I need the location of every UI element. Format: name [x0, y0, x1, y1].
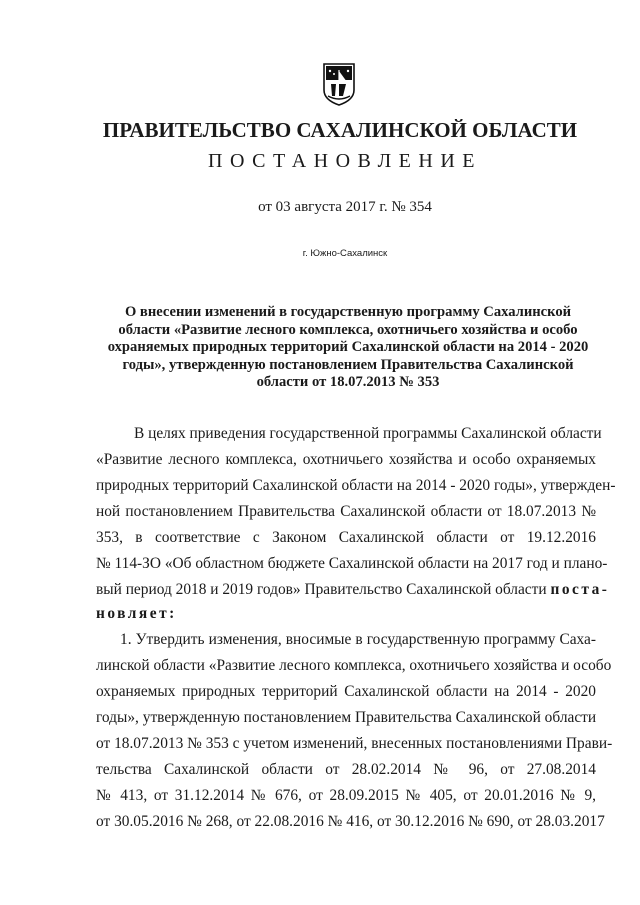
- heading-line: О внесении изменений в государственную программу Сахалинской: [124, 304, 572, 320]
- body-line: годы», утвержденную постановлением Правительства Сахалинской области: [96, 709, 597, 726]
- resolves-word-part1: поста-: [550, 581, 610, 598]
- body-line: линской области «Развитие лесного комплекса, охотничьего хозяйства и особо: [96, 657, 612, 674]
- resolves-word-part2: новляет:: [96, 605, 177, 622]
- government-title: ПРАВИТЕЛЬСТВО САХАЛИНСКОЙ ОБЛАСТИ: [102, 118, 578, 142]
- coat-of-arms-icon: [322, 62, 356, 106]
- body-line-resolves: [96, 580, 610, 600]
- document-heading: [100, 304, 596, 392]
- body-line: тельства Сахалинской области от 28.02.2014 № 96, от 27.08.2014: [96, 761, 596, 778]
- body-line: № 114-ЗО «Об областном бюджете Сахалинской области на 2017 год и плано-: [96, 555, 608, 572]
- body-line: природных территорий Сахалинской области на 2014 - 2020 годы», утвержден-: [96, 477, 616, 494]
- body-line: № 413, от 31.12.2014 № 676, от 28.09.2015 № 405, от 20.01.2016 № 9,: [96, 787, 596, 804]
- body-line: ной постановлением Правительства Сахалинской области от 18.07.2013 №: [96, 503, 596, 520]
- body-line: «Развитие лесного комплекса, охотничьего хозяйства и особо охраняемых: [96, 451, 596, 468]
- heading-line: области «Развитие лесного комплекса, охотничьего хозяйства и особо: [118, 321, 578, 338]
- body-line: от 30.05.2016 № 268, от 22.08.2016 № 416, от 30.12.2016 № 690, от 28.03.2017: [96, 813, 605, 830]
- document-date-number: от 03 августа 2017 г. № 354: [258, 199, 432, 215]
- heading-line: охраняемых природных территорий Сахалинской области на 2014 - 2020: [107, 339, 589, 355]
- body-line: 1. Утвердить изменения, вносимые в государственную программу Саха-: [120, 631, 596, 648]
- body-line: 353, в соответствие с Законом Сахалинской области от 19.12.2016: [96, 529, 596, 546]
- body-line-text: вый период 2018 и 2019 годов» Правительство Сахалинской области: [96, 581, 547, 598]
- body-line: от 18.07.2013 № 353 с учетом изменений, внесенных постановлениями Прави-: [96, 735, 613, 752]
- document-place: г. Южно-Сахалинск: [302, 248, 388, 259]
- body-line: В целях приведения государственной программы Сахалинской области: [134, 425, 602, 442]
- document-type: ПОСТАНОВЛЕНИЕ: [208, 150, 482, 172]
- body-line: [96, 604, 596, 624]
- body-line: охраняемых природных территорий Сахалинской области на 2014 - 2020: [96, 683, 596, 700]
- heading-line: области от 18.07.2013 № 353: [256, 374, 440, 390]
- heading-line: годы», утвержденную постановлением Правительства Сахалинской: [122, 356, 574, 373]
